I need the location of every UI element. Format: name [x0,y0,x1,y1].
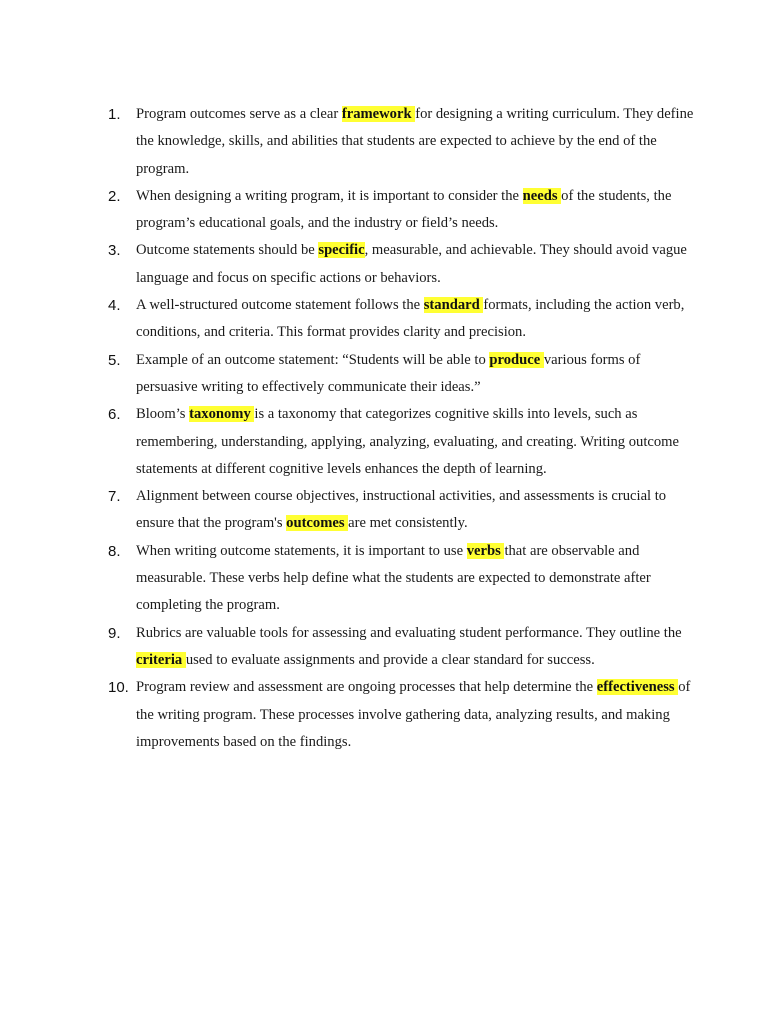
list-item [104,620,694,675]
list-item-number: 3. [108,242,121,260]
highlighted-keyword: standard [423,297,484,314]
list-item-text: Rubrics are valuable tools for assessing and evaluating student performance. They outline the criteria used to evaluate assignments and provide a clear standard for success. [136,624,682,668]
list-item-number: 10. [108,679,129,697]
list-item [104,347,694,402]
list-item-text: Outcome statements should be specific, measurable, and achievable. They should avoid vague language and focus on specific actions or behaviors. [136,242,687,286]
list-item-number: 9. [108,624,121,642]
list-item [104,101,694,183]
list-item [104,292,694,347]
highlighted-keyword: needs [522,187,562,204]
highlighted-keyword: verbs [466,542,505,559]
list-item-number: 4. [108,297,121,315]
list-item-number: 1. [108,106,121,123]
highlighted-keyword: outcomes [286,515,349,532]
list-item-text: Example of an outcome statement: “Students will be able to produce various forms of persuasive writing to effectively communicate their ideas.” [136,351,641,395]
list-item-text: When designing a writing program, it is important to consider the needs of the students, the program’s educational goals, and the industry or field’s needs. [136,187,672,232]
list-item [104,483,694,538]
list-item [104,237,694,292]
list-item-text: When writing outcome statements, it is important to use verbs that are observable and measurable. These verbs help define what the students are expected to demonstrate after completing the program. [136,542,651,614]
highlighted-keyword: effectiveness [596,679,679,696]
list-item [104,401,694,483]
list-item-text: Bloom’s taxonomy is a taxonomy that categorizes cognitive skills into levels, such as remembering, understanding, applying, analyzing, evaluating, and creating. Writing outcome statements at different cognitive levels enhances the depth of learning. [136,406,680,477]
list-item-number: 7. [108,488,121,506]
highlighted-keyword: criteria [136,651,186,668]
list-item [104,538,694,620]
highlighted-keyword: produce [489,351,544,368]
list-item-number: 6. [108,406,121,424]
list-item-text: Alignment between course objectives, instructional activities, and assessments is crucial to ensure that the program's outcomes are met consistently. [136,488,667,532]
list-item-text: A well-structured outcome statement follows the standard formats, including the action verb, conditions, and criteria. This format provides clarity and precision. [136,297,685,341]
list-item-number: 2. [108,187,121,205]
list-item-text: Program outcomes serve as a clear framework for designing a writing curriculum. They define the knowledge, skills, and abilities that students are expected to achieve by the end of the program. [136,106,694,177]
highlighted-keyword: taxonomy [189,406,255,423]
list-item [104,674,694,756]
highlighted-keyword: framework [341,106,416,122]
outcomes-list [104,101,694,756]
list-item-number: 8. [108,542,121,560]
list-item-number: 5. [108,351,121,369]
list-item [104,183,694,238]
highlighted-keyword: specific [318,242,365,259]
list-item-text: Program review and assessment are ongoing processes that help determine the effectiveness of the writing program. These processes involve gathering data, analyzing results, and making improvements based on the findings. [136,679,691,750]
